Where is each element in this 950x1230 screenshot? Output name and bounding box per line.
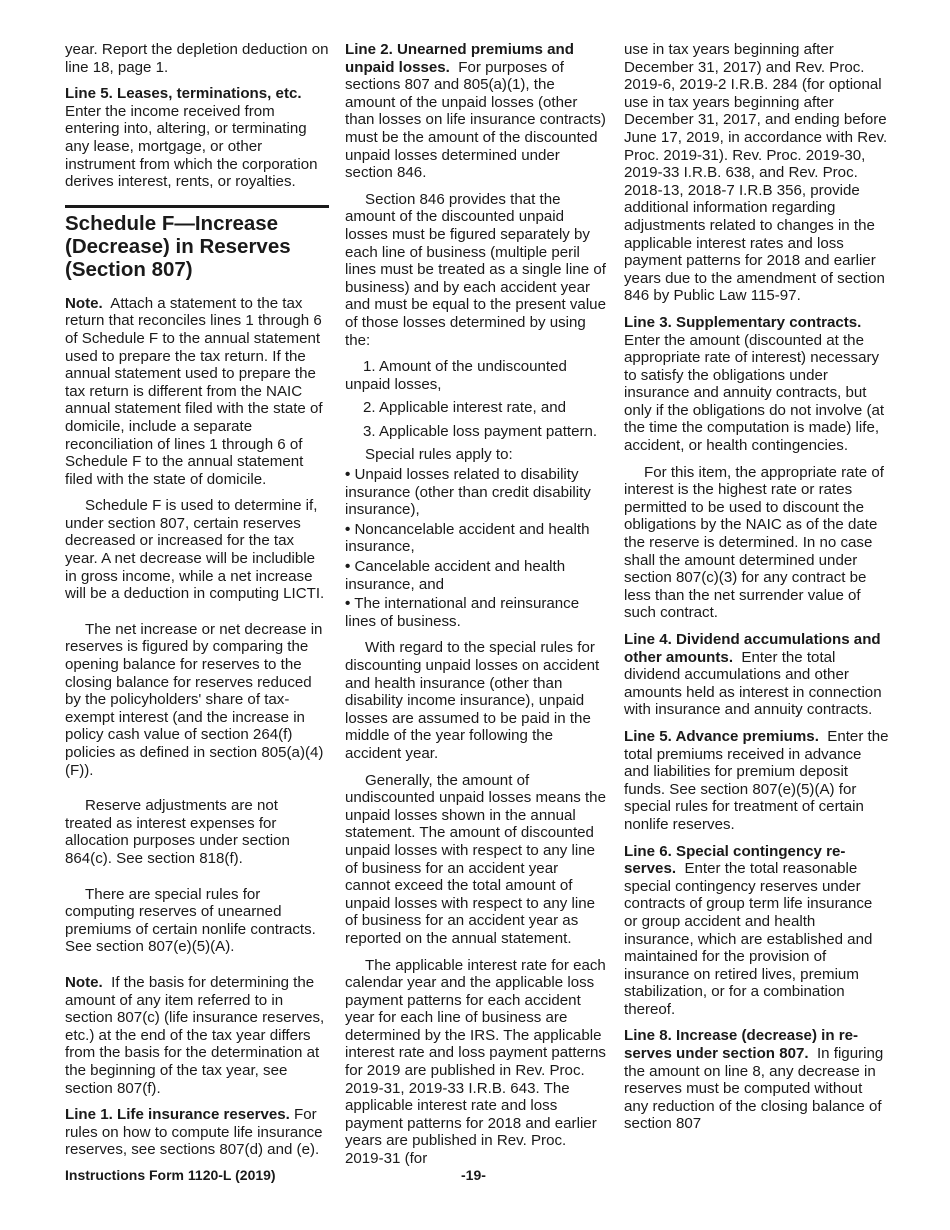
bullet-icon: •: [345, 520, 351, 538]
paragraph-accident-health: With regard to the special rules for discounting unpaid losses on accident and health insurance (other than disability income insurance), unpaid losses are assumed to be paid in the middle of the year following the accident year.: [345, 639, 600, 762]
note-label: Note.: [65, 294, 103, 312]
list-item: 3. Applicable loss payment pattern.: [363, 422, 598, 440]
footer-page-number: -19-: [461, 1167, 486, 1183]
paragraph-reserve-adjustments: Reserve adjustments are not treated as interest expenses for allocation purposes under section 864(c). See section 818(f).: [65, 797, 290, 867]
line4-heading: Line 4. Dividend accumulations and other amounts.: [624, 631, 881, 666]
paragraph-interest-rate: The applicable interest rate for each calendar year and the applicable loss payment patterns for each accident year for each line of business are determined by the IRS. The applicable interest rate and loss payment patterns for 2019 are published in Rev. Proc. 2019-31, 2019-33 I.R.B. 643. The applicable interest rate and loss payment patterns for 2018 and earlier years are published in Rev. Proc. 2019-31 (for: [345, 956, 606, 1168]
paragraph-schedule-f-use: Schedule F is used to determine if, under section 807, certain reserves decreased or increased for the tax year. A net decrease will be includible in gross income, while a net increase will be a deduction in computing LICTI.: [65, 497, 325, 603]
bullet-item: • The international and reinsurance lines of business.: [345, 595, 580, 630]
paragraph-depletion: year. Report the depletion deduction on line 18, page 1.: [65, 41, 329, 76]
note-body: Attach a statement to the tax return that reconciles lines 1 through 6 of Schedule F to the annual statement used to prepare the tax return. If the annual statement used to prepare the tax return is different from the NAIC annual statement filed with the state of domicile, include a separate reconciliation of lines 1 through 6 of Schedule F to the annual statement filed with the state of domicile.: [65, 294, 323, 488]
column-left: [65, 41, 329, 1168]
list-item: 2. Applicable interest rate, and: [363, 399, 567, 417]
line2-heading: Line 2. Unearned premiums and unpaid losses.: [345, 41, 574, 76]
bullet-icon: •: [345, 466, 351, 484]
column-middle: [345, 41, 607, 1177]
line3-heading: Line 3. Supplementary contracts.: [624, 313, 862, 331]
line6-heading: Line 6. Special contingency re-serves.: [624, 842, 846, 878]
line5-advance-body: Enter the total premiums received in advance and liabilities for premium deposit funds. See section 807(e)(5)(A) for special rules for treatment of certain nonlife reserves.: [624, 727, 889, 833]
line5-leases-paragraph: [65, 85, 329, 191]
line5-advance-heading: Line 5. Advance premiums.: [624, 727, 819, 745]
paragraph-special-rules: There are special rules for computing reserves of unearned premiums of certain nonlife contracts. See section 807(e)(5)(A).: [65, 885, 316, 956]
paragraph-appropriate-rate: For this item, the appropriate rate of interest is the highest rate or rates permitted to be used to discount the obligations by the NAIC as of the date the reserve is determined. In no case shall the amount determined under section 807(c)(3) for any contract be less than the net surrender value of such contract.: [624, 463, 884, 622]
bullet-item: • Noncancelable accident and health insurance,: [345, 520, 590, 556]
special-rules-intro: Special rules apply to:: [365, 446, 513, 464]
line6-body: Enter the total reasonable special contingency reserves under contracts of group term life insurance or group accident and health insurance, which are established and maintained for the provision of insurance on retired lives, premium stabilization, or for a combination thereof.: [624, 860, 873, 1018]
line8-heading: Line 8. Increase (decrease) in re-serves under section 807.: [624, 1027, 859, 1063]
list-item: 1. Amount of the undiscounted unpaid losses,: [345, 358, 567, 393]
bullet-item: • Cancelable accident and health insurance, and: [345, 558, 566, 593]
line1-body: For rules on how to compute life insurance reserves, see sections 807(d) and (e).: [65, 1106, 323, 1159]
bullet-item: • Unpaid losses related to disability insurance (other than credit disability insurance),: [345, 466, 591, 519]
bullet-icon: •: [345, 595, 351, 613]
line1-heading: Line 1. Life insurance reserves.: [65, 1106, 290, 1124]
line5-heading: Line 5. Leases, terminations, etc.: [65, 85, 302, 103]
bullet-icon: •: [345, 558, 351, 576]
line8-paragraph: [624, 1027, 889, 1133]
line1-paragraph: [65, 1106, 329, 1159]
line2-paragraph: [345, 41, 607, 182]
line4-paragraph: [624, 631, 889, 719]
schedule-f-heading: Schedule F—Increase (Decrease) in Reserves (Section 807): [65, 205, 329, 281]
line2-body: For purposes of sections 807 and 805(a)(1), the amount of the unpaid losses (other than losses on life insurance contracts) must be the amount of the discounted unpaid losses determined under section 846.: [345, 58, 606, 182]
paragraph-rev-proc-continued: use in tax years beginning after December 31, 2017) and Rev. Proc. 2019-6, 2019-2 I.R.B. 284 (for optional use in tax years beginning after December 31, 2017, and ending before June 17, 2019, in accordance with Rev. Proc. 2019-31). Rev. Proc. 2019-30, 2019-33 I.R.B. 638, and Rev. Proc. 2018-13, 2018-7 I.R.B 356, provide additional information regarding adjustments related to changes in the applicable interest rates and loss payment patterns for 2018 and earlier years due to the amendment of section 846 by Public Law 115-97.: [624, 41, 888, 305]
note-basis: [65, 974, 329, 1097]
line8-body: In figuring the amount on line 8, any decrease in reserves must be computed without any reduction of the closing balance of section 807: [624, 1045, 884, 1133]
line5-advance-paragraph: [624, 728, 889, 834]
column-right: [624, 41, 889, 1142]
line3-body: Enter the amount (discounted at the appropriate rate of interest) necessary to satisfy the obligations under insurance and annuity contracts, but only if the obligations do not involve (at the time the computation is made) life, accident, or health contingencies.: [624, 331, 885, 455]
line6-paragraph: [624, 843, 889, 1019]
line3-paragraph: [624, 314, 889, 455]
line5-body: Enter the income received from entering into, altering, or terminating any lease, mortgage, or other instrument from which the corporation derives interest, rents, or royalties.: [65, 102, 318, 191]
line4-body: Enter the total dividend accumulations and other amounts held as interest in connection with insurance and annuity contracts.: [624, 648, 882, 719]
note-reconcile: [65, 295, 329, 489]
paragraph-undiscounted: Generally, the amount of undiscounted unpaid losses means the unpaid losses shown in the annual statement. The amount of discounted unpaid losses with respect to any line of business for an accident year cannot exceed the total amount of unpaid losses with respect to any line of business for an accident year as reported on the annual statement.: [345, 771, 606, 947]
paragraph-net-increase: The net increase or net decrease in reserves is figured by comparing the opening balance for reserves to the closing balance for reserves reduced by the policyholders' share of tax-exempt interest (and the increase in policy cash value of section 264(f) policies as defined in section 805(a)(4)(F)).: [65, 620, 324, 779]
paragraph-section-846: Section 846 provides that the amount of the discounted unpaid losses must be figured separately by each line of business (multiple peril lines must be treated as a single line of business) and by each accident year and must be equal to the present value of those losses determined by using the:: [345, 190, 606, 349]
note-body: If the basis for determining the amount of any item referred to in section 807(c) (life insurance reserves, etc.) at the end of the tax year differs from the basis for the determination at the beginning of the tax year, see section 807(f).: [65, 973, 325, 1097]
footer-form-name: Instructions Form 1120-L (2019): [65, 1167, 276, 1183]
note-label: Note.: [65, 973, 103, 991]
